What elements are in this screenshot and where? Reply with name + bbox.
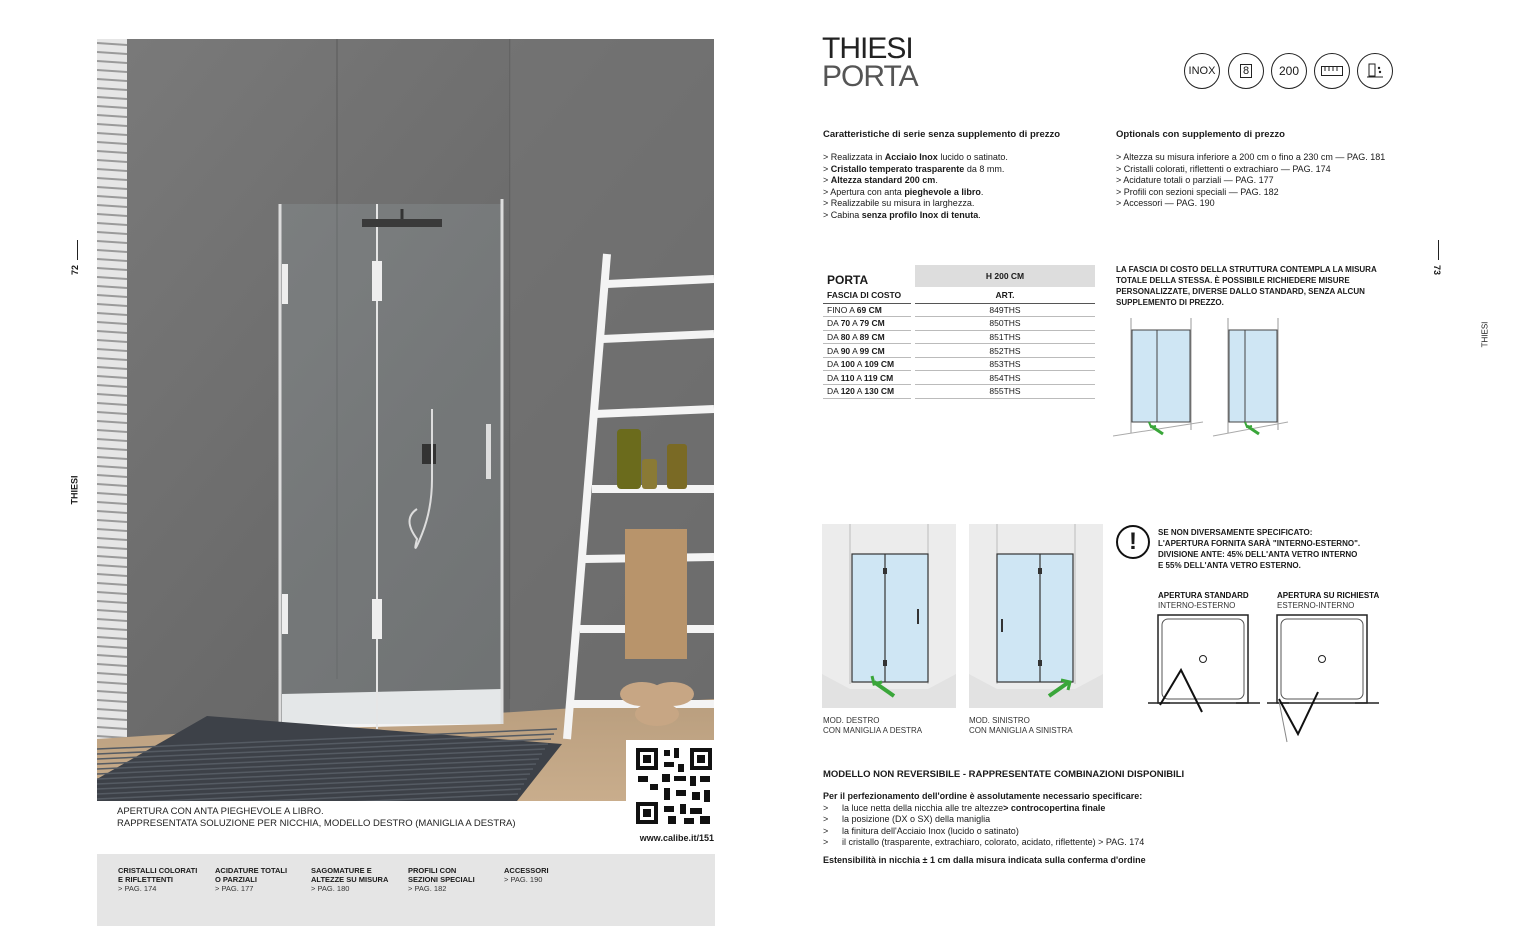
opening-standard-title: APERTURA STANDARD [1158, 591, 1249, 600]
footer-item-acidature [215, 866, 305, 893]
opening-request-diagram [1267, 615, 1379, 742]
side-label-left: THIESI [69, 475, 80, 505]
inox-icon [1184, 53, 1220, 89]
glass-thickness-icon [1228, 53, 1264, 89]
list-item: > il cristallo (trasparente, extrachiaro, colorato, acidato, riflettente) > PAG. 174 [823, 837, 1145, 847]
list-item: > Altezza standard 200 cm. [823, 175, 938, 185]
photo-caption-line-1: APERTURA CON ANTA PIEGHEVOLE A LIBRO. [117, 806, 324, 817]
cost-note-line: PERSONALIZZATE, DIVERSE DALLO STANDARD, SENZA ALCUN [1116, 287, 1365, 296]
easy-clean-icon [1357, 53, 1393, 89]
footer-item-title: O PARZIALI [215, 875, 257, 884]
list-item: > la finitura dell'Acciaio Inox (lucido o satinato) [823, 825, 1019, 836]
list-item: > Apertura con anta pieghevole a libro. [823, 186, 984, 197]
footer-item-profili [408, 866, 498, 893]
footer-item-page: > PAG. 190 [504, 875, 543, 884]
table-row: DA 100 A 109 CM 853THS [823, 357, 1095, 371]
table-height-header: H 200 CM [913, 265, 1095, 287]
warning-note [1158, 527, 1360, 571]
options-footer [97, 854, 715, 926]
price-table [823, 265, 1095, 399]
table-row: FINO A 69 CM 849THS [823, 303, 1095, 317]
footer-item-cristalli [118, 866, 208, 893]
page-number-right: 73 [1432, 264, 1443, 276]
list-item: > Cristallo temperato trasparente da 8 mm. [823, 163, 1005, 174]
footer-item-accessori [504, 866, 594, 884]
footer-item-title: PROFILI CON [408, 866, 457, 875]
cost-note [1116, 264, 1377, 308]
model-left-diagram [969, 524, 1103, 708]
opening-diagrams [1148, 612, 1398, 747]
order-instructions [823, 791, 1146, 866]
opening-request-sub: ESTERNO-INTERNO [1277, 601, 1355, 610]
footer-item-title: E RIFLETTENTI [118, 875, 173, 884]
photo-caption [117, 806, 516, 830]
warning-note-line: DIVISIONE ANTE: 45% DELL'ANTA VETRO INTERNO [1158, 550, 1358, 559]
warning-icon: ! [1116, 525, 1150, 559]
list-item: > la posizione (DX o SX) della maniglia [823, 814, 991, 824]
footer-item-page: > PAG. 174 [118, 884, 157, 893]
optionals-heading: Optionals con supplemento di prezzo [1116, 129, 1285, 140]
page-number-right-line [1438, 240, 1439, 260]
opening-standard-label [1158, 591, 1249, 611]
footer-item-sagomature [311, 866, 401, 893]
niche-diagram-1 [1113, 318, 1203, 436]
list-item: > la luce netta della nicchia alle tre altezze > controcopertina finale [823, 802, 1106, 813]
height-icon [1271, 53, 1307, 89]
cost-note-line: SUPPLEMENTO DI PREZZO. [1116, 298, 1224, 307]
footer-item-title: SAGOMATURE E [311, 866, 372, 875]
warning-note-line: L'APERTURA FORNITA SARÀ "INTERNO-ESTERNO". [1158, 539, 1361, 548]
opening-request-label [1277, 591, 1379, 611]
table-col2-header: ART. [913, 287, 1095, 303]
footer-item-page: > PAG. 180 [311, 884, 350, 893]
warning-note-line: E 55% DELL'ANTA VETRO ESTERNO. [1158, 561, 1301, 570]
footer-item-page: > PAG. 182 [408, 884, 447, 893]
model-right-diagram [822, 524, 956, 708]
footer-item-title: ACCESSORI [504, 866, 549, 875]
list-item: > Profili con sezioni speciali — PAG. 182 [1116, 186, 1279, 197]
glass-thickness-label: 8 [1240, 64, 1252, 78]
table-col1-header: FASCIA DI COSTO [823, 287, 913, 303]
opening-standard-diagram [1148, 615, 1260, 712]
photo-caption-line-2: RAPPRESENTATA SOLUZIONE PER NICCHIA, MODELLO DESTRO (MANIGLIA A DESTRA) [117, 818, 516, 829]
list-item: > Cabina senza profilo Inox di tenuta. [823, 209, 981, 220]
not-reversible-note: MODELLO NON REVERSIBILE - RAPPRESENTATE COMBINAZIONI DISPONIBILI [823, 769, 1185, 780]
table-title: PORTA [827, 273, 869, 287]
table-row: DA 70 A 79 CM 850THS [823, 317, 1095, 331]
order-heading: Per il perfezionamento dell'ordine è assolutamente necessario specificare: [823, 791, 1143, 801]
side-label-right: THIESI [1480, 321, 1490, 348]
cost-note-line: LA FASCIA DI COSTO DELLA STRUTTURA CONTEMPLA LA MISURA [1116, 265, 1377, 274]
table-row: DA 90 A 99 CM 852THS [823, 344, 1095, 358]
niche-diagrams [1113, 318, 1313, 440]
list-item: > Acidature totali o parziali — PAG. 177 [1116, 175, 1274, 185]
list-item: > Accessori — PAG. 190 [1116, 198, 1215, 208]
model-left-label [969, 716, 1073, 736]
list-item: > Altezza su misura inferiore a 200 cm o fino a 230 cm — PAG. 181 [1116, 152, 1386, 162]
table-row: DA 80 A 89 CM 851THS [823, 330, 1095, 344]
optionals-list [1116, 152, 1385, 210]
page-number-left-line [77, 240, 78, 260]
qr-url[interactable]: www.calibe.it/151 [639, 833, 714, 843]
footer-item-title: ACIDATURE TOTALI [215, 866, 288, 875]
model-right-sub: CON MANIGLIA A DESTRA [823, 726, 923, 735]
list-item: > Realizzabile su misura in larghezza. [823, 198, 975, 208]
model-left-sub: CON MANIGLIA A SINISTRA [969, 726, 1073, 735]
footer-item-title: CRISTALLI COLORATI [118, 866, 198, 875]
warning-note-line: SE NON DIVERSAMENTE SPECIFICATO: [1158, 528, 1313, 537]
qr-code-icon[interactable] [634, 746, 714, 826]
product-title: THIESI [822, 32, 913, 65]
standard-features-heading: Caratteristiche di serie senza supplemento di prezzo [823, 129, 1061, 140]
height-icon-label: 200 [1278, 64, 1300, 78]
shower-photo [97, 39, 714, 801]
custom-measure-icon [1314, 53, 1350, 89]
footer-item-page: > PAG. 177 [215, 884, 254, 893]
table-row: DA 120 A 130 CM 855THS [823, 385, 1095, 399]
niche-diagram-2 [1213, 318, 1288, 436]
table-row: DA 110 A 119 CM 854THS [823, 371, 1095, 385]
inox-icon-label: INOX [1188, 65, 1216, 77]
standard-features-list [823, 152, 1008, 221]
footer-item-title: ALTEZZE SU MISURA [311, 875, 389, 884]
opening-request-title: APERTURA SU RICHIESTA [1277, 591, 1380, 600]
model-right-title: MOD. DESTRO [823, 716, 880, 725]
cost-note-line: TOTALE DELLA STESSA. È POSSIBILE RICHIEDERE MISURE [1116, 276, 1350, 285]
extension-note: Estensibilità in nicchia ± 1 cm dalla misura indicata sulla conferma d'ordine [823, 854, 1146, 865]
page-number-left: 72 [70, 264, 81, 276]
opening-standard-sub: INTERNO-ESTERNO [1158, 601, 1236, 610]
model-right-label [823, 716, 922, 736]
footer-item-title: SEZIONI SPECIALI [408, 875, 475, 884]
list-item: > Cristalli colorati, riflettenti o extrachiaro — PAG. 174 [1116, 163, 1331, 174]
list-item: > Realizzata in Acciaio Inox lucido o satinato. [823, 152, 1008, 162]
model-left-title: MOD. SINISTRO [969, 716, 1030, 725]
product-subtitle: PORTA [822, 60, 918, 93]
